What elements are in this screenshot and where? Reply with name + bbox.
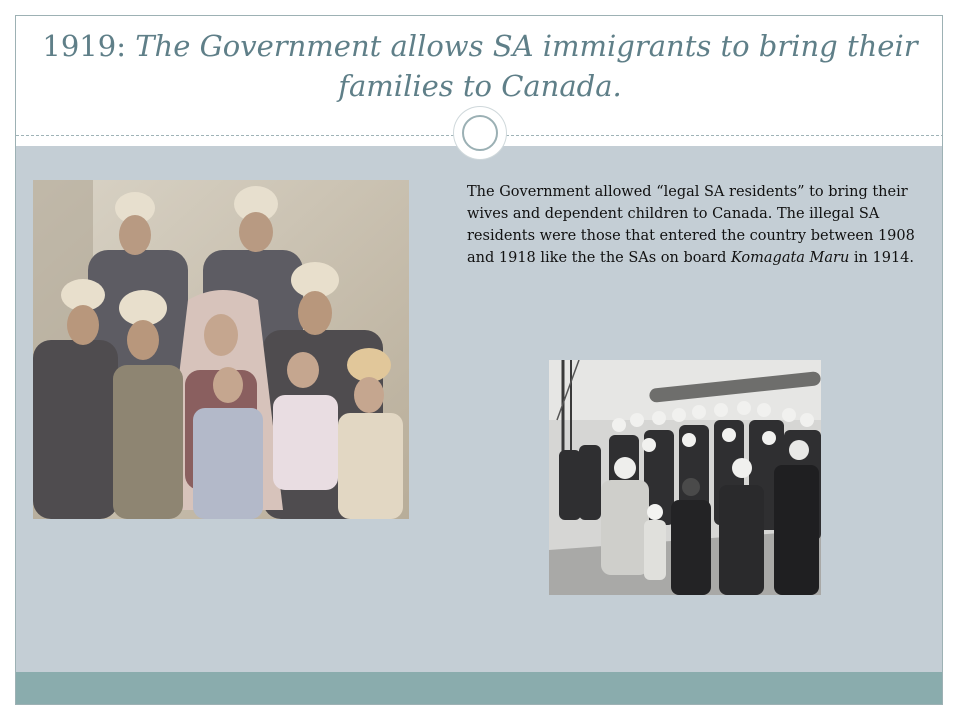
slide (15, 15, 943, 705)
body-text-part2: in 1914. (849, 250, 915, 266)
body-text-part1: The Government allowed “legal SA residents” to bring their wives and dependent children to Canada. The illegal SA residents were those that entered the country between 1908 and 1918 like the the SAs on board (467, 184, 915, 266)
slide-title (36, 26, 924, 106)
title-text: The Government allows SA immigrants to bring their families to Canada. (135, 29, 918, 103)
ship-photo-image (549, 360, 821, 595)
family-photo-image (33, 180, 409, 519)
title-year: 1919: (42, 29, 136, 63)
divider-circle-ring (462, 115, 498, 151)
body-paragraph (467, 181, 927, 269)
divider-circle-icon (454, 107, 506, 159)
ship-name: Komagata Maru (730, 250, 850, 266)
family-photo (33, 180, 409, 519)
footer-band (16, 672, 943, 704)
ship-photo (549, 360, 821, 595)
